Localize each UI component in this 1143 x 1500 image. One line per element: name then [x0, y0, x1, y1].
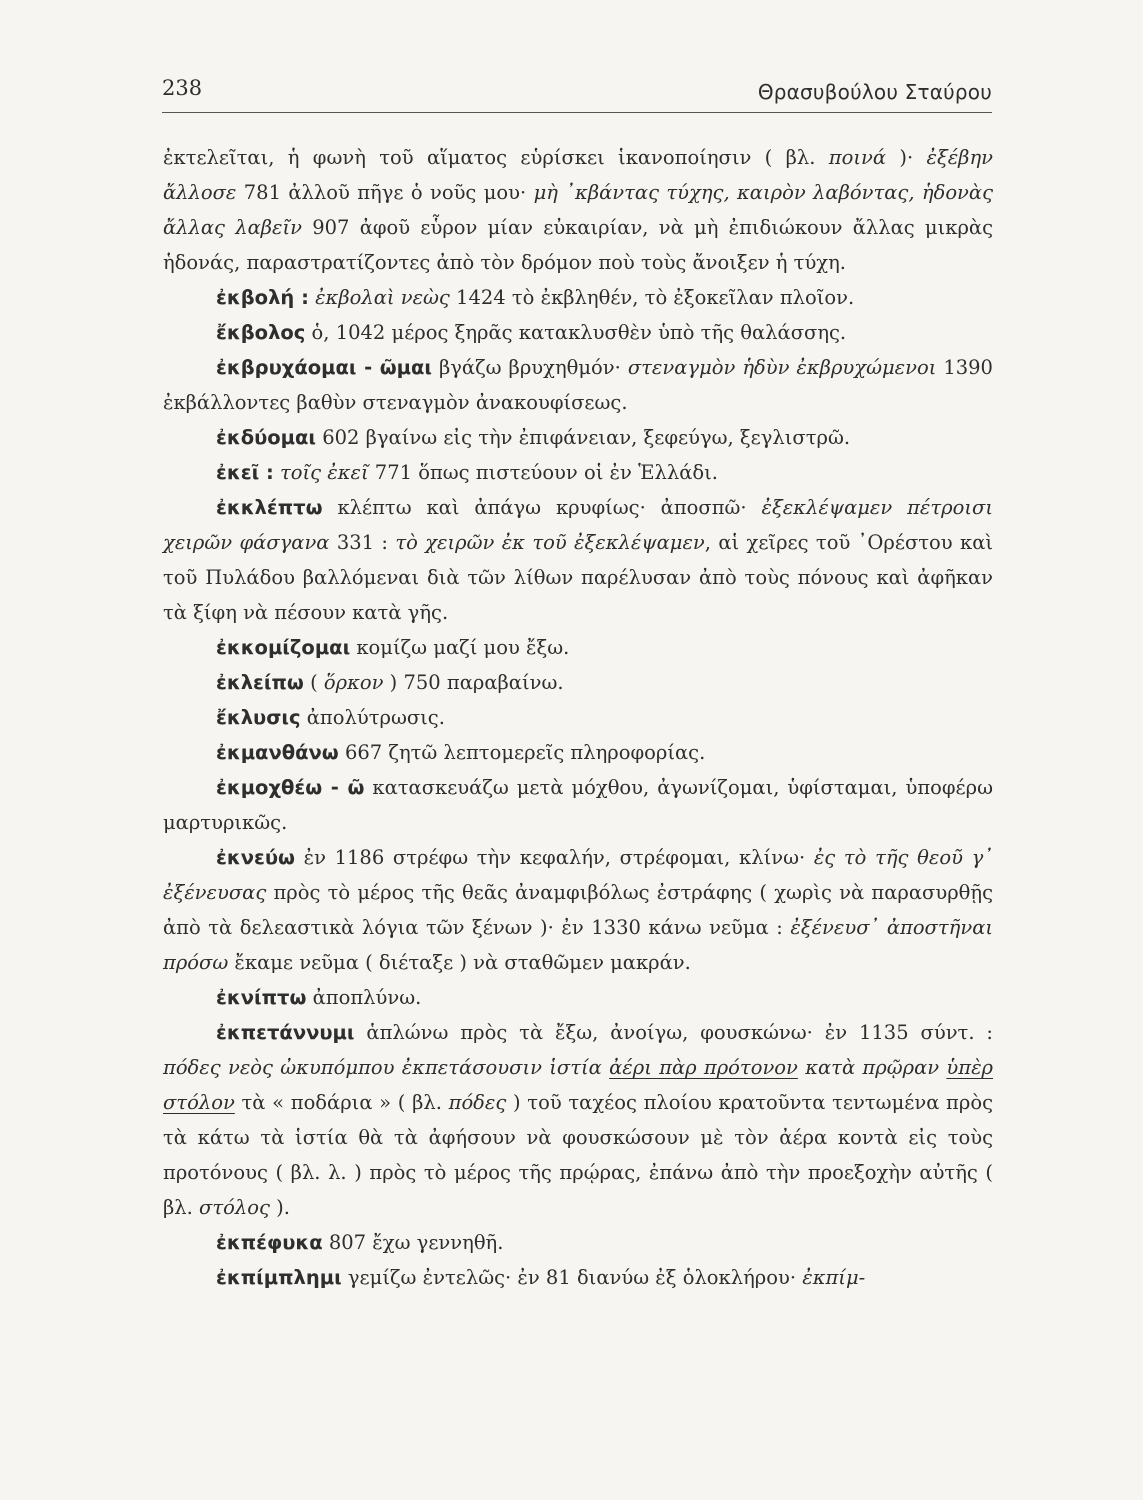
dictionary-entry: [163, 315, 993, 350]
entry-headword: ἔκλυσις: [216, 706, 301, 729]
dictionary-entry: [163, 1015, 993, 1225]
entry-quote: ὑπὲρ στόλον: [163, 1056, 994, 1114]
entry-quote: ἐκπίμ-: [802, 1266, 866, 1289]
entry-text: κομίζω μαζί μου ἔξω.: [350, 636, 570, 659]
entry-text: ).: [269, 1196, 290, 1219]
entry-quote: στόλος: [199, 1196, 270, 1219]
entry-text: γεμίζω ἐντελῶς· ἐν 81 διανύω ἐξ ὁλοκλήρου·: [341, 1266, 803, 1289]
entry-text: τὰ « ποδάρια » ( βλ.: [234, 1091, 449, 1114]
entry-quote: ἐξεκλέψαμεν πέτροισι χειρῶν φάσγανα: [163, 496, 993, 554]
dictionary-entry: [163, 420, 993, 455]
entry-text: κατασκευάζω μετὰ μόχθου, ἀγωνίζομαι, ὑφίσταμαι, ὑποφέρω μαρτυρικῶς.: [163, 776, 993, 834]
entry-text: 907 ἀφοῦ εὗρον μίαν εὐκαιρίαν, νὰ μὴ ἐπιδιώκουν ἄλλας μικρὰς ἡδονάς, παραστρατίζοντες ἀπὸ τὸν δρόμον ποὺ τοὺς ἄνοιξεν ἡ τύχη.: [163, 216, 993, 274]
dictionary-entry: [163, 630, 993, 665]
entry-headword: ἐκβρυχάομαι - ῶμαι: [216, 356, 433, 379]
dictionary-entry: [163, 1225, 993, 1260]
entry-quote: στεναγμὸν ἡδὺν ἐκβρυχώμενοι: [627, 356, 937, 379]
entry-quote: ὅρκον: [323, 671, 384, 694]
page-header: [162, 76, 992, 113]
dictionary-text: [163, 140, 993, 1295]
dictionary-entry: [163, 665, 993, 700]
entry-text: πρὸς τὸ μέρος τῆς θεᾶς ἀναμφιβόλως ἐστράφης ( χωρὶς νὰ παρασυρθῇς ἀπὸ τὰ δελεαστικὰ λόγια τῶν ξένων )· ἐν 1330 κάνω νεῦμα :: [163, 881, 993, 939]
entry-text: )·: [886, 146, 927, 169]
dictionary-entry: [163, 140, 993, 280]
dictionary-entry: [163, 1260, 993, 1295]
dictionary-entry: [163, 735, 993, 770]
entry-headword: ἐκκομίζομαι: [216, 636, 351, 659]
dictionary-entry: [163, 980, 993, 1015]
entry-text: ἔκαμε νεῦμα ( διέταξε ) νὰ σταθῶμεν μακράν.: [228, 951, 691, 974]
entry-headword: ἐκκλέπτω: [216, 496, 323, 519]
entry-text: ἀπολύτρωσις.: [300, 706, 445, 729]
dictionary-entry: [163, 280, 993, 315]
entry-quote: ἐκβολαὶ νεὼς: [315, 286, 450, 309]
entry-quote: ποινά: [828, 146, 887, 169]
dictionary-entry: [163, 770, 993, 840]
entry-text: ) 750 παραβαίνω.: [383, 671, 564, 694]
page-number: 238: [162, 76, 203, 100]
entry-text: 1390 ἐκβάλλοντες βαθὺν στεναγμὸν ἀνακουφίσεως.: [163, 356, 993, 414]
dictionary-entry: [163, 350, 993, 420]
dictionary-entry: [163, 490, 993, 630]
entry-text: 807 ἔχω γεννηθῆ.: [322, 1231, 504, 1254]
entry-quote: ἐς τὸ τῆς θεοῦ γ᾿ ἐξένευσας: [163, 846, 993, 904]
entry-quote: τὸ χειρῶν ἐκ τοῦ ἐξεκλέψαμεν: [395, 531, 705, 554]
entry-text: ἀποπλύνω.: [306, 986, 422, 1009]
entry-headword: ἐκεῖ :: [216, 461, 274, 484]
entry-text: 331 :: [329, 531, 396, 554]
entry-headword: ἐκπίμπλημι: [216, 1266, 342, 1289]
entry-text: κλέπτω καὶ ἀπάγω κρυφίως· ἀποσπῶ·: [322, 496, 762, 519]
entry-quote: πόδες: [448, 1091, 507, 1114]
entry-text: 771 ὅπως πιστεύουν οἱ ἐν Ἑλλάδι.: [368, 461, 718, 484]
entry-text: βγάζω βρυχηθμόν·: [432, 356, 628, 379]
entry-headword: ἐκβολή :: [216, 286, 309, 309]
entry-text: 667 ζητῶ λεπτομερεῖς πληροφορίας.: [338, 741, 706, 764]
running-head: Θρασυβούλου Σταύρου: [757, 80, 992, 104]
dictionary-entry: [163, 700, 993, 735]
dictionary-entry: [163, 840, 993, 980]
entry-headword: ἐκμανθάνω: [216, 741, 339, 764]
entry-headword: ἐκλείπω: [216, 671, 304, 694]
entry-quote: ἐξένευσ᾿ ἀποστῆναι πρόσω: [163, 916, 994, 974]
entry-text: ὁ, 1042 μέρος ξηρᾶς κατακλυσθὲν ὑπὸ τῆς θαλάσσης.: [305, 321, 847, 344]
entry-headword: ἐκδύομαι: [216, 426, 317, 449]
entry-quote: τοῖς ἐκεῖ: [279, 461, 369, 484]
entry-quote: κατὰ πρῷραν: [805, 1056, 940, 1079]
entry-quote: ἐξέβην ἄλλοσε: [163, 146, 993, 204]
entry-text: ἐκτελεῖται, ἡ φωνὴ τοῦ αἵματος εὑρίσκει ἱκανοποίησιν ( βλ.: [163, 146, 829, 169]
entry-headword: ἐκνεύω: [216, 846, 295, 869]
entry-text: 1424 τὸ ἐκβληθέν, τὸ ἐξοκεῖλαν πλοῖον.: [449, 286, 855, 309]
entry-text: ἐν 1186 στρέφω τὴν κεφαλήν, στρέφομαι, κλίνω·: [294, 846, 814, 869]
entry-text: ) τοῦ ταχέος πλοίου κρατοῦντα τεντωμένα πρὸς τὰ κάτω τὰ ἱστία θὰ τὰ ἀφήσουν νὰ φουσκώσουν μὲ τὸν ἀέρα κοντὰ εἰς τοὺς προτόνους ( βλ. λ. ) πρὸς τὸ μέρος τῆς πρῴρας, ἐπάνω ἀπὸ τὴν προεξοχὴν αὐτῆς ( βλ.: [163, 1091, 993, 1219]
entry-quote: πόδες νεὸς ὠκυπόμπου ἐκπετάσουσιν ἱστία: [163, 1056, 610, 1079]
entry-text: 781 ἀλλοῦ πῆγε ὁ νοῦς μου·: [236, 181, 534, 204]
entry-quote: μὴ ᾿κβάντας τύχης, καιρὸν λαβόντας, ἡδονὰς ἄλλας λαβεῖν: [163, 181, 993, 239]
entry-headword: ἐκμοχθέω - ῶ: [216, 776, 365, 799]
entry-headword: ἐκνίπτω: [216, 986, 307, 1009]
dictionary-entry: [163, 455, 993, 490]
entry-headword: ἔκβολος: [216, 321, 306, 344]
entry-quote: ἀέρι πὰρ πρότονον: [609, 1056, 798, 1079]
entry-text: , αἱ χεῖρες τοῦ ᾿Ορέστου καὶ τοῦ Πυλάδου βαλλόμεναι διὰ τῶν λίθων παρέλυσαν ἀπὸ τοὺς πόνους καὶ ἀφῆκαν τὰ ξίφη νὰ πέσουν κατὰ γῆς.: [163, 531, 994, 624]
entry-text: ἁπλώνω πρὸς τὰ ἔξω, ἀνοίγω, φουσκώνω· ἐν 1135 σύντ. :: [354, 1021, 993, 1044]
entry-text: (: [303, 671, 324, 694]
entry-headword: ἐκπετάννυμι: [216, 1021, 355, 1044]
entry-text: 602 βγαίνω εἰς τὴν ἐπιφάνειαν, ξεφεύγω, ξεγλιστρῶ.: [316, 426, 851, 449]
entry-headword: ἐκπέφυκα: [216, 1231, 323, 1254]
